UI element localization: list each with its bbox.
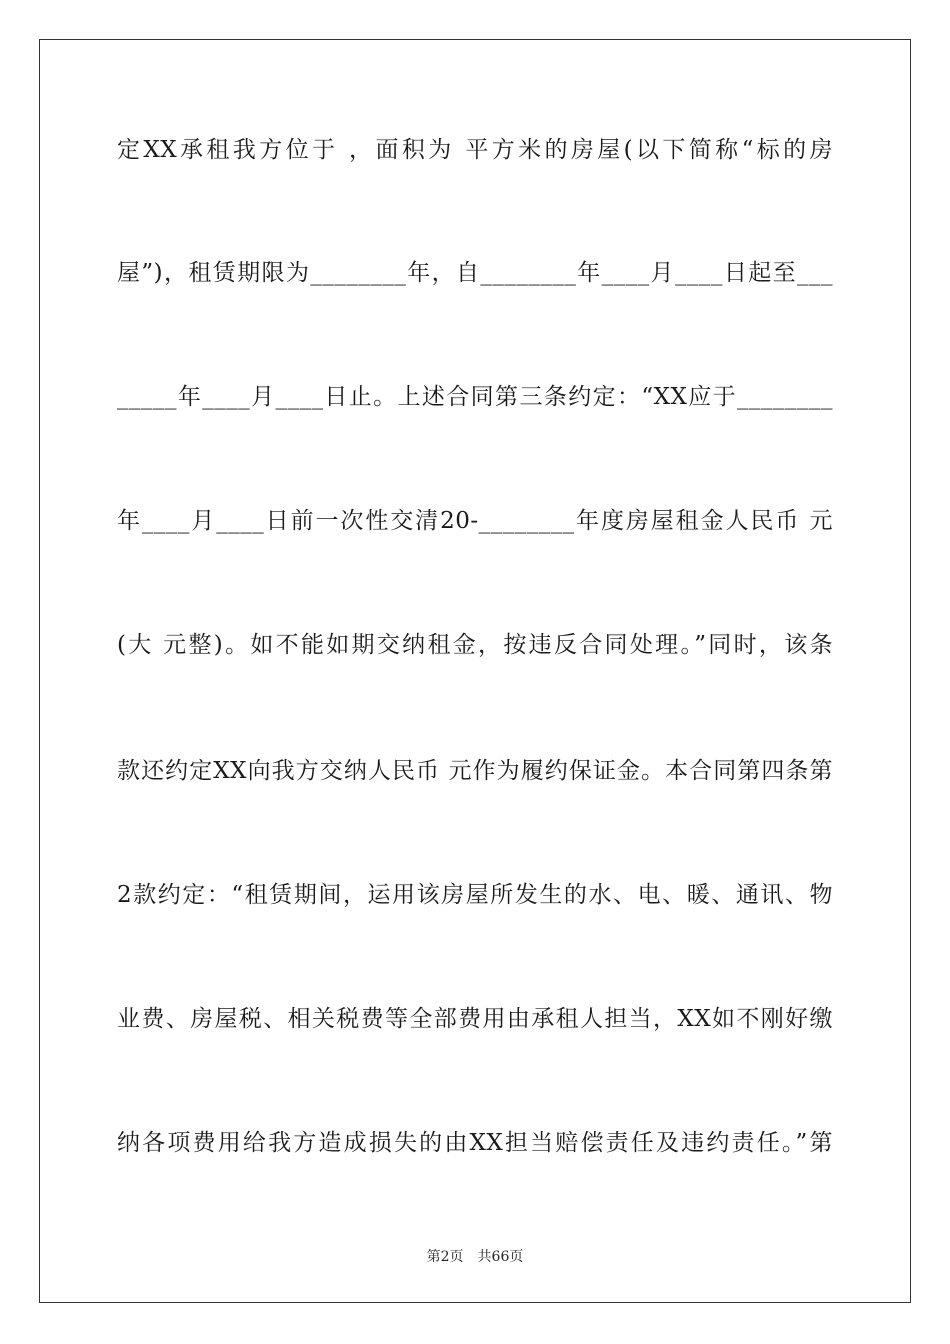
page-border bbox=[39, 39, 911, 1303]
page-number: 第2页 bbox=[426, 1249, 464, 1265]
text-line: 业费、房屋税、相关税费等全部费用由承租人担当，XX如不刚好缴 bbox=[117, 1006, 833, 1032]
total-pages: 共66页 bbox=[477, 1249, 524, 1265]
text-line: 年____月____日前一次性交清20-________年度房屋租金人民币 元 bbox=[117, 508, 833, 534]
text-line: 屋”)，租赁期限为________年，自________年____月____日起至___ bbox=[117, 260, 833, 286]
text-line: 纳各项费用给我方造成损失的由XX担当赔偿责任及违约责任。”第 bbox=[117, 1130, 833, 1156]
page-footer bbox=[0, 1248, 950, 1266]
text-line: 定XX承租我方位于 ，面积为 平方米的房屋(以下简称“标的房 bbox=[117, 137, 833, 163]
text-line: 2款约定：“租赁期间，运用该房屋所发生的水、电、暖、通讯、物 bbox=[117, 882, 833, 908]
text-line: (大 元整)。如不能如期交纳租金，按违反合同处理。”同时，该条 bbox=[117, 632, 833, 658]
text-line: 款还约定XX向我方交纳人民币 元作为履约保证金。本合同第四条第 bbox=[117, 758, 833, 784]
text-line: _____年____月____日止。上述合同第三条约定：“XX应于________ bbox=[117, 384, 833, 410]
